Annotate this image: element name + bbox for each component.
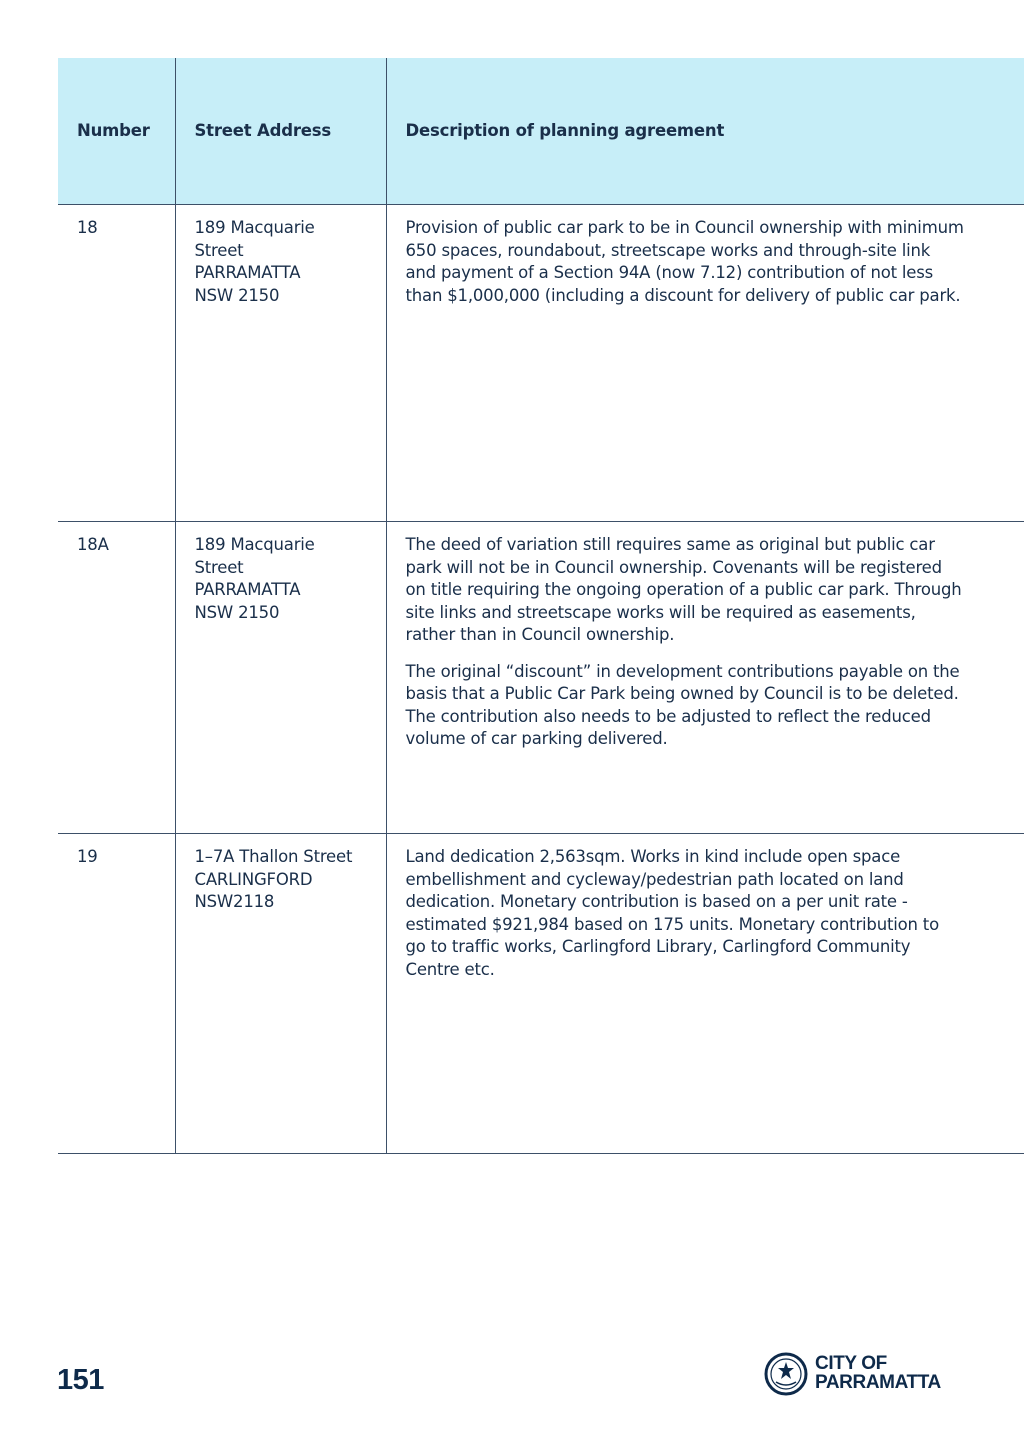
council-crest-icon	[764, 1352, 808, 1396]
cell-number: 18	[58, 205, 175, 522]
planning-agreements-table	[58, 58, 1024, 1154]
cell-address	[175, 205, 386, 522]
address-line: PARRAMATTA	[194, 263, 301, 282]
cell-description	[386, 205, 1024, 522]
header-street-address: Street Address	[175, 58, 386, 205]
address-line: Street	[194, 557, 244, 577]
description-paragraph: Provision of public car park to be in Council ownership with minimum 650 spaces, roundabout, streetscape works and through-site link and payment of a Section 94A (now 7.12) contribution of not less than $1,000,000 (including a discount for delivery of public car park.	[405, 218, 964, 305]
logo-line-2: PARRAMATTA	[815, 1372, 941, 1393]
table-row	[58, 834, 1024, 1154]
header-description: Description of planning agreement	[386, 58, 1024, 205]
address-line: CARLINGFORD	[194, 869, 313, 889]
logo-wordmark	[815, 1354, 941, 1392]
address-line: PARRAMATTA	[194, 580, 301, 599]
address-line: 1–7A Thallon Street	[194, 847, 353, 866]
address-line: 189 Macquarie	[194, 218, 315, 237]
description-paragraph: The original “discount” in development contributions payable on the basis that a Public Car Park being owned by Council is to be deleted. The contribution also needs to be adjusted to reflect the reduced volume of car parking delivered.	[405, 661, 960, 748]
page-number: 151	[57, 1364, 104, 1396]
description-paragraph: The deed of variation still requires same as original but public car park will not be in Council ownership. Covenants will be registered on title requiring the ongoing operation of a public car park. Through site links and streetscape works will be required as easements, rather than in Council ownership.	[405, 535, 962, 644]
logo-line-1: CITY OF	[815, 1353, 887, 1374]
table-row	[58, 522, 1024, 834]
cell-number: 19	[58, 834, 175, 1154]
city-of-parramatta-logo	[764, 1352, 964, 1398]
cell-description	[386, 834, 1024, 1154]
cell-description	[386, 522, 1024, 834]
cell-address	[175, 522, 386, 834]
table-row	[58, 205, 1024, 522]
cell-address	[175, 834, 386, 1154]
address-line: 189 Macquarie	[194, 535, 315, 554]
address-line: NSW 2150	[194, 285, 280, 305]
address-line: NSW 2150	[194, 602, 280, 622]
cell-number: 18A	[58, 522, 175, 834]
address-line: NSW2118	[194, 892, 275, 911]
table-header-row	[58, 58, 1024, 205]
address-line: Street	[194, 240, 244, 260]
description-paragraph: Land dedication 2,563sqm. Works in kind include open space embellishment and cycleway/pedestrian path located on land dedication. Monetary contribution is based on a per unit rate - estimated $921,984 based on 175 units. Monetary contribution to go to traffic works, Carlingford Library, Carlingford Community Centre etc.	[405, 847, 939, 979]
header-number: Number	[58, 58, 175, 205]
